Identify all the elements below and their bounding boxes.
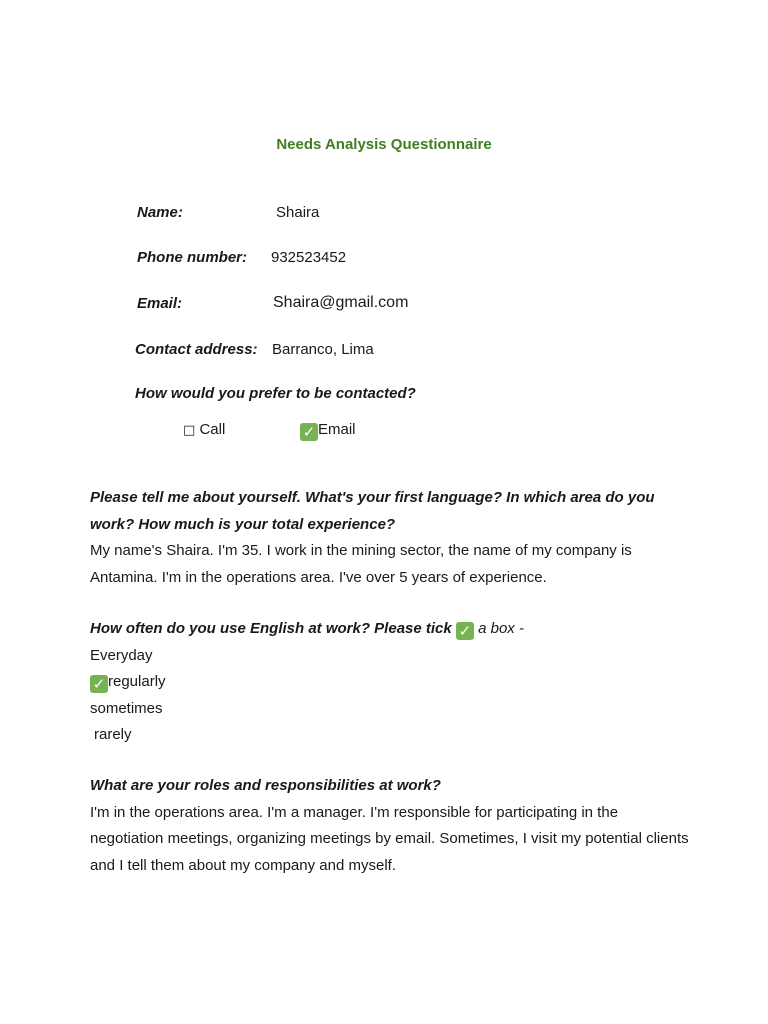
english-option-sometimes[interactable]: sometimes	[90, 699, 163, 717]
english-option-everyday[interactable]: Everyday	[90, 646, 153, 664]
about-section	[90, 485, 690, 591]
email-label: Email:	[137, 295, 183, 312]
call-option-label: Call	[199, 421, 226, 438]
english-section	[90, 616, 690, 749]
about-question: Please tell me about yourself. What's your first language? In which area do you work? How much is your total experience?	[90, 489, 655, 533]
page-title: Needs Analysis Questionnaire	[276, 136, 492, 153]
address-label: Contact address:	[135, 341, 258, 358]
roles-section	[90, 773, 690, 879]
email-option-label: Email	[318, 421, 356, 438]
email-value: Shaira@gmail.com	[273, 294, 409, 311]
english-question-suffix: a box -	[478, 620, 524, 637]
about-answer: My name's Shaira. I'm 35. I work in the mining sector, the name of my company is Antamina. I'm in the operations area. I've over 5 years of experience.	[90, 542, 632, 586]
roles-answer: I'm in the operations area. I'm a manager. I'm responsible for participating in the negotiation meetings, organizing meetings by email. Sometimes, I visit my potential clients and I tell them about my company and myself.	[90, 803, 689, 874]
phone-label: Phone number:	[137, 249, 248, 266]
english-option-regularly-label: regularly	[108, 673, 166, 690]
call-option[interactable]	[183, 421, 225, 438]
name-label: Name:	[137, 204, 183, 221]
empty-box-icon: □	[183, 423, 196, 438]
roles-question: What are your roles and responsibilities at work?	[90, 777, 441, 794]
english-option-rarely[interactable]: rarely	[94, 726, 132, 743]
contact-question: How would you prefer to be contacted?	[135, 385, 416, 402]
email-option[interactable]	[300, 421, 356, 441]
check-mark-icon: ✓	[300, 423, 318, 441]
english-option-regularly[interactable]	[90, 669, 690, 696]
english-question: How often do you use English at work? Please tick	[90, 620, 452, 637]
check-mark-icon: ✓	[456, 622, 474, 640]
name-value: Shaira	[276, 204, 320, 221]
address-value: Barranco, Lima	[272, 341, 374, 358]
phone-value: 932523452	[271, 249, 347, 266]
check-mark-icon: ✓	[90, 675, 108, 693]
